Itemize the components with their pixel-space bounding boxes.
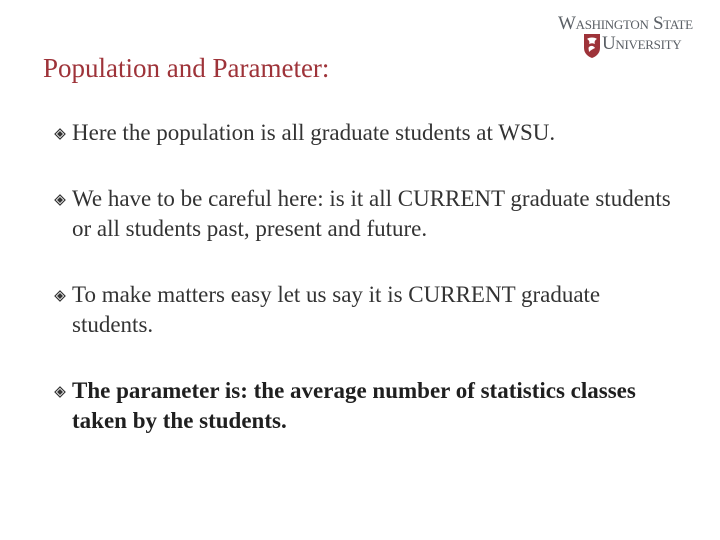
bullet-text: To make matters easy let us say it is CURRENT graduate students. [72, 282, 601, 337]
logo-wordmark-line1: Washington State [558, 13, 693, 34]
bullet-item [54, 118, 684, 148]
slide-title: Population and Parameter: [43, 53, 330, 83]
bullet-item [54, 376, 684, 436]
bullet-item [54, 280, 684, 340]
diamond-bullet-icon [54, 128, 66, 140]
diamond-bullet-icon [54, 386, 66, 398]
diamond-bullet-icon [54, 290, 66, 302]
diamond-bullet-icon [54, 194, 66, 206]
bullet-text: We have to be careful here: is it all CURRENT graduate students or all students past, present and future. [72, 186, 671, 241]
bullet-item [54, 184, 684, 244]
bullet-text: The parameter is: the average number of statistics classes taken by the students. [72, 378, 636, 433]
wsu-logo [556, 14, 706, 64]
wsu-cougar-seal-icon [583, 33, 601, 59]
bullet-text: Here the population is all graduate students at WSU. [72, 120, 556, 145]
bullet-list [54, 118, 684, 436]
logo-wordmark-line2: University [602, 33, 682, 54]
